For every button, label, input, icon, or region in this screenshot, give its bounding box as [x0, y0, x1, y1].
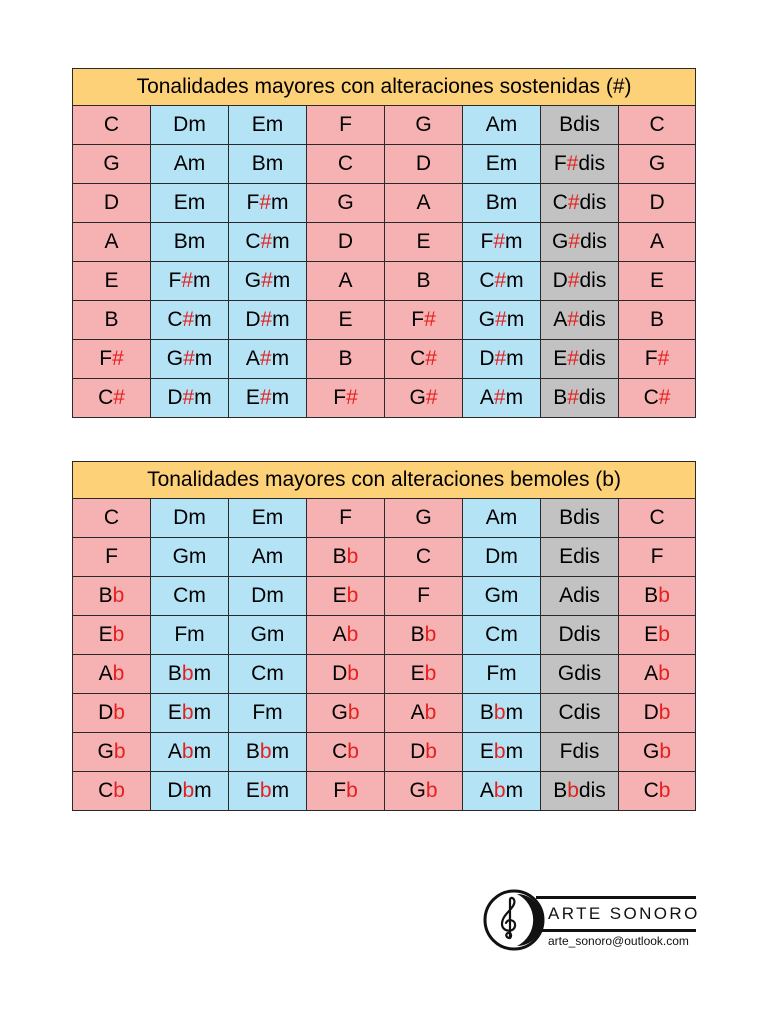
- accidental-sign: b: [113, 701, 125, 724]
- chord-cell: Ab: [307, 616, 385, 655]
- chord-cell: Dm: [151, 106, 229, 145]
- logo-top-rule: [536, 896, 696, 899]
- chord-cell: Ab: [385, 694, 463, 733]
- chord-cell: G#m: [463, 301, 541, 340]
- accidental-sign: b: [181, 701, 194, 724]
- accidental-sign: b: [493, 740, 506, 763]
- chord-cell: B: [385, 262, 463, 301]
- chord-cell: C#: [73, 379, 151, 418]
- logo-email: arte_sonoro@outlook.com: [548, 934, 689, 948]
- chord-cell: F: [73, 538, 151, 577]
- chord-cell: Bbm: [229, 733, 307, 772]
- chord-cell: Dm: [151, 499, 229, 538]
- accidental-sign: #: [567, 191, 580, 214]
- chord-cell: F: [385, 577, 463, 616]
- chord-cell: Ebm: [463, 733, 541, 772]
- flat-table-body: [73, 499, 696, 811]
- chord-cell: Bb: [385, 616, 463, 655]
- chord-cell: Fm: [463, 655, 541, 694]
- table-row: [73, 301, 696, 340]
- chord-cell: Em: [151, 184, 229, 223]
- chord-cell: Fdis: [541, 733, 619, 772]
- chord-cell: Db: [307, 655, 385, 694]
- accidental-sign: #: [494, 269, 507, 292]
- chord-cell: Cb: [73, 772, 151, 811]
- chord-cell: C#: [619, 379, 696, 418]
- chord-cell: Gm: [463, 577, 541, 616]
- chord-cell: Fm: [229, 694, 307, 733]
- accidental-sign: b: [658, 701, 671, 724]
- chord-cell: E#dis: [541, 340, 619, 379]
- chord-cell: F: [307, 499, 385, 538]
- chord-cell: E: [307, 301, 385, 340]
- chord-cell: Ebm: [151, 694, 229, 733]
- table-row: [73, 145, 696, 184]
- accidental-sign: b: [658, 584, 670, 607]
- chord-cell: Gb: [619, 733, 696, 772]
- accidental-sign: b: [346, 623, 359, 646]
- accidental-sign: #: [182, 308, 195, 331]
- accidental-sign: #: [183, 347, 195, 370]
- accidental-sign: b: [493, 701, 506, 724]
- chord-cell: Abm: [463, 772, 541, 811]
- chord-cell: D#m: [151, 379, 229, 418]
- chord-cell: Bbm: [151, 655, 229, 694]
- chord-cell: G: [619, 145, 696, 184]
- accidental-sign: #: [260, 308, 273, 331]
- chord-cell: Gb: [385, 772, 463, 811]
- accidental-sign: #: [112, 347, 124, 370]
- chord-cell: Ebm: [229, 772, 307, 811]
- chord-cell: F#: [73, 340, 151, 379]
- table-row: [73, 340, 696, 379]
- chord-cell: Am: [463, 499, 541, 538]
- flat-table-title: Tonalidades mayores con alteraciones bemoles (b): [73, 462, 696, 499]
- chord-cell: F#m: [229, 184, 307, 223]
- chord-cell: Bm: [229, 145, 307, 184]
- chord-cell: Am: [229, 538, 307, 577]
- chord-cell: A: [619, 223, 696, 262]
- chord-cell: Fb: [307, 772, 385, 811]
- accidental-sign: b: [424, 662, 437, 685]
- table-row: [73, 499, 696, 538]
- accidental-sign: b: [346, 584, 359, 607]
- accidental-sign: #: [424, 308, 436, 331]
- chord-cell: Dm: [463, 538, 541, 577]
- chord-cell: C: [385, 538, 463, 577]
- accidental-sign: b: [347, 701, 360, 724]
- sharp-table-title: Tonalidades mayores con alteraciones sostenidas (#): [73, 69, 696, 106]
- accidental-sign: #: [425, 347, 437, 370]
- table-row: [73, 577, 696, 616]
- accidental-sign: b: [112, 662, 125, 685]
- accidental-sign: #: [657, 347, 670, 370]
- chord-cell: Em: [229, 106, 307, 145]
- chord-cell: F: [307, 106, 385, 145]
- chord-cell: F#: [307, 379, 385, 418]
- chord-cell: C#m: [151, 301, 229, 340]
- accidental-sign: b: [659, 740, 672, 763]
- accidental-sign: #: [182, 386, 195, 409]
- chord-cell: Abm: [151, 733, 229, 772]
- chord-cell: G#m: [229, 262, 307, 301]
- chord-cell: G: [385, 106, 463, 145]
- chord-cell: C: [619, 499, 696, 538]
- chord-cell: Bbdis: [541, 772, 619, 811]
- chord-cell: Gm: [229, 616, 307, 655]
- chord-cell: Am: [463, 106, 541, 145]
- accidental-sign: b: [181, 662, 194, 685]
- chord-cell: Cm: [229, 655, 307, 694]
- accidental-sign: #: [346, 386, 358, 409]
- accidental-sign: b: [346, 779, 358, 802]
- chord-cell: Eb: [73, 616, 151, 655]
- chord-cell: Ab: [619, 655, 696, 694]
- accidental-sign: #: [259, 386, 272, 409]
- table-row: [73, 106, 696, 145]
- chord-cell: Cdis: [541, 694, 619, 733]
- chord-cell: C: [307, 145, 385, 184]
- chord-cell: D#m: [229, 301, 307, 340]
- chord-cell: E: [385, 223, 463, 262]
- accidental-sign: #: [567, 347, 579, 370]
- chord-cell: Gdis: [541, 655, 619, 694]
- chord-cell: C: [73, 499, 151, 538]
- chord-cell: Gm: [151, 538, 229, 577]
- accidental-sign: b: [424, 701, 437, 724]
- chord-cell: G#: [385, 379, 463, 418]
- chord-cell: C#m: [229, 223, 307, 262]
- table-row: [73, 733, 696, 772]
- accidental-sign: b: [658, 662, 670, 685]
- chord-cell: D: [307, 223, 385, 262]
- chord-cell: Bdis: [541, 499, 619, 538]
- chord-cell: Bb: [619, 577, 696, 616]
- accidental-sign: #: [567, 386, 579, 409]
- chord-cell: C: [73, 106, 151, 145]
- accidental-sign: #: [113, 386, 125, 409]
- chord-cell: Fm: [151, 616, 229, 655]
- accidental-sign: b: [259, 779, 272, 802]
- chord-cell: G: [385, 499, 463, 538]
- chord-cell: C#dis: [541, 184, 619, 223]
- logo-title: ARTE SONORO: [548, 904, 700, 923]
- logo-bottom-rule: [536, 929, 696, 932]
- accidental-sign: #: [493, 230, 505, 253]
- sharp-table-body: [73, 106, 696, 418]
- accidental-sign: #: [568, 230, 581, 253]
- chord-cell: C: [619, 106, 696, 145]
- chord-cell: Dbm: [151, 772, 229, 811]
- chord-cell: D#m: [463, 340, 541, 379]
- chord-cell: G#m: [151, 340, 229, 379]
- chord-cell: G: [307, 184, 385, 223]
- accidental-sign: #: [259, 347, 272, 370]
- table-row: [73, 262, 696, 301]
- accidental-sign: #: [566, 152, 579, 175]
- chord-cell: Db: [73, 694, 151, 733]
- accidental-sign: b: [493, 779, 506, 802]
- chord-cell: Ab: [73, 655, 151, 694]
- accidental-sign: b: [113, 740, 126, 763]
- chord-cell: C#: [385, 340, 463, 379]
- chord-cell: Adis: [541, 577, 619, 616]
- chord-cell: A: [307, 262, 385, 301]
- chord-cell: C#m: [463, 262, 541, 301]
- arte-sonoro-logo: [482, 888, 698, 952]
- chord-cell: Dm: [229, 577, 307, 616]
- accidental-sign: b: [112, 584, 125, 607]
- chord-cell: B#dis: [541, 379, 619, 418]
- flat-keys-table: [72, 461, 696, 811]
- table-row: [73, 538, 696, 577]
- accidental-sign: #: [658, 386, 671, 409]
- chord-cell: F#dis: [541, 145, 619, 184]
- chord-cell: A: [385, 184, 463, 223]
- chord-cell: G#dis: [541, 223, 619, 262]
- chord-cell: F#m: [463, 223, 541, 262]
- table-row: [73, 223, 696, 262]
- chord-cell: E: [619, 262, 696, 301]
- table-row: [73, 772, 696, 811]
- chord-cell: E#m: [229, 379, 307, 418]
- chord-cell: Cb: [307, 733, 385, 772]
- accidental-sign: b: [181, 740, 194, 763]
- chord-cell: B: [73, 301, 151, 340]
- accidental-sign: #: [261, 269, 273, 292]
- accidental-sign: #: [260, 230, 273, 253]
- accidental-sign: #: [494, 347, 507, 370]
- accidental-sign: #: [567, 269, 580, 292]
- table-row: [73, 184, 696, 223]
- accidental-sign: b: [567, 779, 579, 802]
- chord-cell: A#m: [229, 340, 307, 379]
- chord-cell: Bdis: [541, 106, 619, 145]
- accidental-sign: b: [658, 623, 670, 646]
- chord-cell: Bm: [463, 184, 541, 223]
- accidental-sign: b: [113, 779, 125, 802]
- chord-cell: Am: [151, 145, 229, 184]
- chord-cell: D: [619, 184, 696, 223]
- chord-cell: G: [73, 145, 151, 184]
- chord-cell: Bbm: [463, 694, 541, 733]
- chord-cell: Em: [463, 145, 541, 184]
- accidental-sign: b: [424, 623, 437, 646]
- chord-cell: F#: [385, 301, 463, 340]
- accidental-sign: #: [181, 269, 193, 292]
- accidental-sign: b: [182, 779, 195, 802]
- chord-cell: Bm: [151, 223, 229, 262]
- chord-cell: D: [385, 145, 463, 184]
- chord-cell: F: [619, 538, 696, 577]
- accidental-sign: #: [495, 308, 507, 331]
- accidental-sign: #: [425, 386, 438, 409]
- chord-cell: Gb: [73, 733, 151, 772]
- chord-cell: F#m: [151, 262, 229, 301]
- accidental-sign: #: [567, 308, 579, 331]
- chord-cell: Em: [229, 499, 307, 538]
- chord-cell: Gb: [307, 694, 385, 733]
- table-row: [73, 655, 696, 694]
- table-row: [73, 379, 696, 418]
- chord-cell: D#dis: [541, 262, 619, 301]
- chord-cell: B: [307, 340, 385, 379]
- chord-cell: A#dis: [541, 301, 619, 340]
- accidental-sign: #: [259, 191, 271, 214]
- accidental-sign: b: [347, 662, 359, 685]
- chord-cell: Bb: [73, 577, 151, 616]
- chord-cell: B: [619, 301, 696, 340]
- accidental-sign: b: [112, 623, 125, 646]
- chord-cell: Bb: [307, 538, 385, 577]
- accidental-sign: b: [425, 779, 438, 802]
- table-row: [73, 694, 696, 733]
- chord-cell: E: [73, 262, 151, 301]
- chord-cell: F#: [619, 340, 696, 379]
- accidental-sign: b: [259, 740, 272, 763]
- chord-cell: A#m: [463, 379, 541, 418]
- chord-cell: Eb: [385, 655, 463, 694]
- chord-cell: D: [73, 184, 151, 223]
- chord-cell: Ddis: [541, 616, 619, 655]
- table-row: [73, 616, 696, 655]
- chord-cell: Db: [385, 733, 463, 772]
- chord-cell: A: [73, 223, 151, 262]
- chord-cell: Eb: [307, 577, 385, 616]
- accidental-sign: b: [425, 740, 437, 763]
- accidental-sign: b: [658, 779, 671, 802]
- accidental-sign: b: [347, 740, 359, 763]
- accidental-sign: #: [493, 386, 506, 409]
- sharp-keys-table: [72, 68, 696, 418]
- chord-cell: Cm: [151, 577, 229, 616]
- chord-cell: Cm: [463, 616, 541, 655]
- accidental-sign: b: [346, 545, 359, 568]
- chord-cell: Cb: [619, 772, 696, 811]
- chord-cell: Eb: [619, 616, 696, 655]
- chord-cell: Edis: [541, 538, 619, 577]
- chord-cell: Db: [619, 694, 696, 733]
